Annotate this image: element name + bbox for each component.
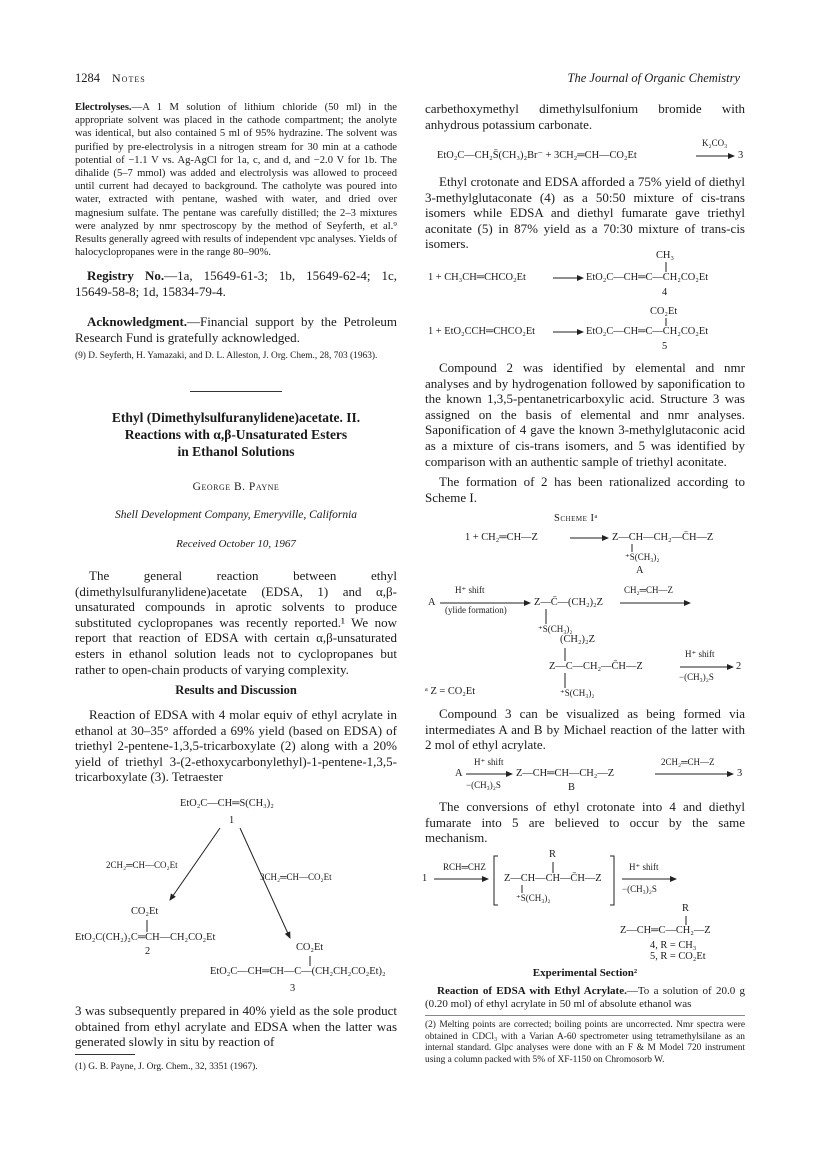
scheme-step2-sulfonium: ⁺S(CH₃)₂: [538, 624, 573, 634]
scheme-step3-product: 2: [736, 661, 742, 672]
mech-bracket-right: [610, 856, 614, 905]
section-header: Notes: [112, 71, 146, 85]
eqB-label: B: [568, 782, 575, 793]
eq3-reactants: 1 + EtO₂CCH═CHCO₂Et: [428, 326, 536, 337]
mech-bracket-left: [494, 856, 498, 905]
scheme-step1-product: Z—CH—CH₂—C̄H—Z: [612, 532, 714, 543]
product2-number: 2: [145, 946, 151, 957]
acknowledgment-heading: Acknowledgment.: [87, 314, 188, 329]
journal-header: The Journal of Organic Chemistry: [567, 71, 740, 85]
mech-product-4: 4, R = CH₃: [650, 940, 697, 951]
scheme-step1-label: A: [636, 565, 644, 576]
eqB-intermediate: Z—CH═CH—CH₂—Z: [516, 768, 615, 779]
eq2-substituent: CH₃: [656, 250, 675, 261]
scheme-step2-ylide-structure: Z—C̄—(CH₂)₂Z: [534, 597, 604, 608]
introduction-paragraph: The general reaction between ethyl (dimethylsulfuranylidene)acetate (EDSA, 1) and α,β-unsaturated compounds in aprotic solvents to produce substituted cyclopropanes was recently reported.¹ We now report that reaction of EDSA with certain α,β-unsaturated esters in ethanol solution leads not to cyclopropanes but rather to open-chain products of varying complexity.: [75, 568, 397, 677]
eqB-start: A: [455, 768, 463, 779]
mech-product-r: R: [682, 903, 689, 914]
affiliation: Shell Development Company, Emeryville, California: [114, 509, 358, 521]
product2-formula: EtO₂C(CH₂)₂C═CH—CH₂CO₂Et: [75, 932, 216, 943]
registry-text: —1a, 15649-61-3; 1b, 15649-62-4; 1c, 15649-58-8; 1d, 15834-79-4.: [75, 268, 397, 299]
eq1-reagent: K₂CO₃: [702, 138, 728, 148]
scheme-step2-start: A: [428, 597, 436, 608]
scheme-step3-chain: (CH₂)₂Z: [560, 634, 595, 645]
mech-product: Z—CH═C—CH₂—Z: [620, 925, 711, 936]
mech-loss: −(CH₃)₂S: [622, 884, 657, 894]
eqB-product: 3: [737, 768, 743, 779]
eq3-product: EtO₂C—CH═C—CH₂CO₂Et: [586, 326, 709, 337]
continuation-paragraph: carbethoxymethyl dimethylsulfonium bromide with anhydrous potassium carbonate.: [425, 101, 745, 132]
product2-substituent: CO₂Et: [131, 906, 159, 917]
mech-reagent: RCH═CHZ: [443, 862, 486, 872]
scheme-step3-sulfonium: ⁺S(CH₃)₂: [560, 688, 595, 698]
scheme-step2-ylide: (ylide formation): [445, 605, 507, 615]
title-line-3: in Ethanol Solutions: [177, 444, 295, 459]
author: George B. Payne: [192, 481, 280, 493]
product3-formula: EtO₂C—CH═CH—C—(CH₂CH₂CO₂Et)₂: [210, 966, 386, 977]
scheme-title: Scheme Iᵃ: [554, 513, 598, 524]
eq3-number: 5: [662, 341, 668, 352]
mech-r-group: R: [549, 849, 556, 860]
eqB-loss: −(CH₃)₂S: [466, 780, 501, 790]
scheme-left-reagent: 2CH₂═CH—CO₂Et: [106, 860, 178, 870]
eq2-reactants: 1 + CH₃CH═CHCO₂Et: [428, 272, 526, 283]
eq1-product: 3: [738, 150, 744, 161]
scheme-step3-loss: −(CH₃)₂S: [679, 672, 714, 682]
scheme-step2-shift: H⁺ shift: [455, 585, 485, 595]
received-date: Received October 10, 1967: [176, 538, 296, 550]
scheme-step3-shift: H⁺ shift: [685, 649, 715, 659]
experimental-heading: Experimental Section²: [532, 967, 638, 979]
eq2-number: 4: [662, 287, 668, 298]
eqB-reagent: 2CH₂═CH—Z: [661, 757, 715, 767]
crotonate-paragraph: Ethyl crotonate and EDSA afforded a 75% yield of diethyl 3-methylglutaconate (4) as a 50:50 mixture of cis-trans isomers while EDSA and diethyl fumarate gave triethyl aconitate (5) in 87% yield as a 70:30 mixture of trans-cis isomers.: [425, 174, 745, 252]
eq1-reactants: EtO₂C—CH₂S̄(CH₃)₂Br⁻ + 3CH₂═CH—CO₂Et: [437, 150, 637, 161]
eq2-product: EtO₂C—CH═C—CH₂CO₂Et: [586, 272, 709, 283]
conversions-paragraph: The conversions of ethyl crotonate into 4 and diethyl fumarate into 5 are believed to occur by the same mechanism.: [425, 799, 745, 846]
scheme-step1-sulfonium: ⁺S(CH₃)₂: [625, 552, 660, 562]
results-paragraph: Reaction of EDSA with 4 molar equiv of ethyl acrylate in ethanol at 30–35° afforded a 69% yield (based on EDSA) of triethyl 2-pentene-1,3,5-tricarboxylate (2) along with a 20% yield of triethyl 3-(2-ethoxycarbonylethyl)-1-pentene-1,3,5-tricarboxylate (3). Tetraester: [75, 707, 397, 785]
scheme-left-arrow: [170, 828, 220, 900]
page-number: 1284: [75, 71, 100, 85]
formation-paragraph: The formation of 2 has been rationalized according to Scheme I.: [425, 474, 745, 505]
scheme-footnote: ᵃ Z = CO₂Et: [425, 686, 476, 697]
mech-intermediate: Z—CH—CH—C̄H—Z: [504, 873, 602, 884]
electrolyses-heading: Electrolyses.: [75, 102, 132, 113]
title-line-1: Ethyl (Dimethylsulfuranylidene)acetate. II.: [111, 410, 361, 425]
mech-shift: H⁺ shift: [629, 862, 659, 872]
scheme-edsa-number: 1: [229, 815, 235, 826]
acknowledgment-text: —Financial support by the Petroleum Research Fund is gratefully acknowledged.: [75, 314, 397, 345]
product3-substituent: CO₂Et: [296, 942, 324, 953]
registry-heading: Registry No.: [87, 268, 165, 283]
eqB-shift: H⁺ shift: [474, 757, 504, 767]
results-heading: Results and Discussion: [175, 683, 297, 697]
mech-product-5: 5, R = CO₂Et: [650, 951, 706, 962]
scheme-right-reagent: 3CH₂═CH—CO₂Et: [260, 872, 332, 882]
scheme-right-arrow: [240, 828, 290, 938]
scheme-step2-reagent: CH₂═CH—Z: [624, 585, 674, 595]
eq3-substituent: CO₂Et: [650, 306, 678, 317]
scheme-step3-intermediate: Z—C—CH₂—C̄H—Z: [549, 661, 643, 672]
electrolyses-text: —A 1 M solution of lithium chloride (50 ml) in the appropriate solvent was placed in the cathode compartment; the anolyte was identical, but also contained 5 ml of 95% hydrazine. The solvent was purified by pre-electrolysis in a nitrogen stream for 30 min at a cathode potential of −1.1 V vs. Ag-AgCl for 1a, c, and d, and −2.0 V for 1b. The dihalide (5–7 mmol) was added and electrolysis was allowed to proceed until current had decayed to background. The catholyte was poured into water, extracted with pentane, washed with water, and dried over magnesium sulfate. The pentane was carefully distilled; the 2–3 mixtures were analyzed by nmr spectroscopy by the method of Seyferth, et al.⁹ Results generally agreed with results of independent vpc analyses. Yields of halocyclopropanes were in the range 80–90%.: [75, 102, 397, 259]
compound3-paragraph: Compound 3 can be visualized as being formed via intermediates A and B by Michael reaction of the latter with 2 mol of ethyl acrylate.: [425, 706, 745, 753]
mech-start: 1: [422, 873, 428, 884]
scheme-step1-reactants: 1 + CH₂═CH—Z: [465, 532, 538, 543]
mech-sulfonium: ⁺S(CH₃)₂: [516, 893, 551, 903]
compound2-paragraph: Compound 2 was identified by elemental and nmr analyses and by hydrogenation followed by saponification to the known 1,3,5-pentanetricarboxylic acid. Structure 3 was assigned on the basis of elemental and nmr analyses. Saponification of 4 gave the known 3-methylglutaconic acid as a mixture of cis-trans isomers, and 5 was identified by comparison with an authentic sample of triethyl aconitate.: [425, 360, 745, 469]
experimental-subheading: Reaction of EDSA with Ethyl Acrylate.: [437, 985, 627, 997]
after-scheme-paragraph: 3 was subsequently prepared in 40% yield as the sole product obtained from ethyl acrylate and EDSA when the latter was generated slowly in situ by reaction of: [75, 1003, 397, 1050]
footnote-9: (9) D. Seyferth, H. Yamazaki, and D. L. Alleston, J. Org. Chem., 28, 703 (1963).: [75, 351, 378, 361]
experimental-text: —To a solution of 20.0 g (0.20 mol) of ethyl acrylate in 50 ml of absolute ethanol was: [425, 985, 745, 1011]
scheme-edsa: EtO₂C—CH═S(CH₃)₂: [180, 798, 274, 809]
footnote-1: (1) G. B. Payne, J. Org. Chem., 32, 3351 (1967).: [75, 1062, 258, 1072]
footnote-2: (2) Melting points are corrected; boiling points are uncorrected. Nmr spectra were obtained in CDCl₃ with a Varian A-60 spectrometer using tetramethylsilane as an internal standard. Glpc analyses were done with an F & M Model 720 instrument using a column packed with 5% of XF-1150 on Chromosorb W.: [425, 1020, 745, 1065]
title-line-2: Reactions with α,β-Unsaturated Esters: [124, 427, 348, 442]
product3-number: 3: [290, 983, 296, 994]
